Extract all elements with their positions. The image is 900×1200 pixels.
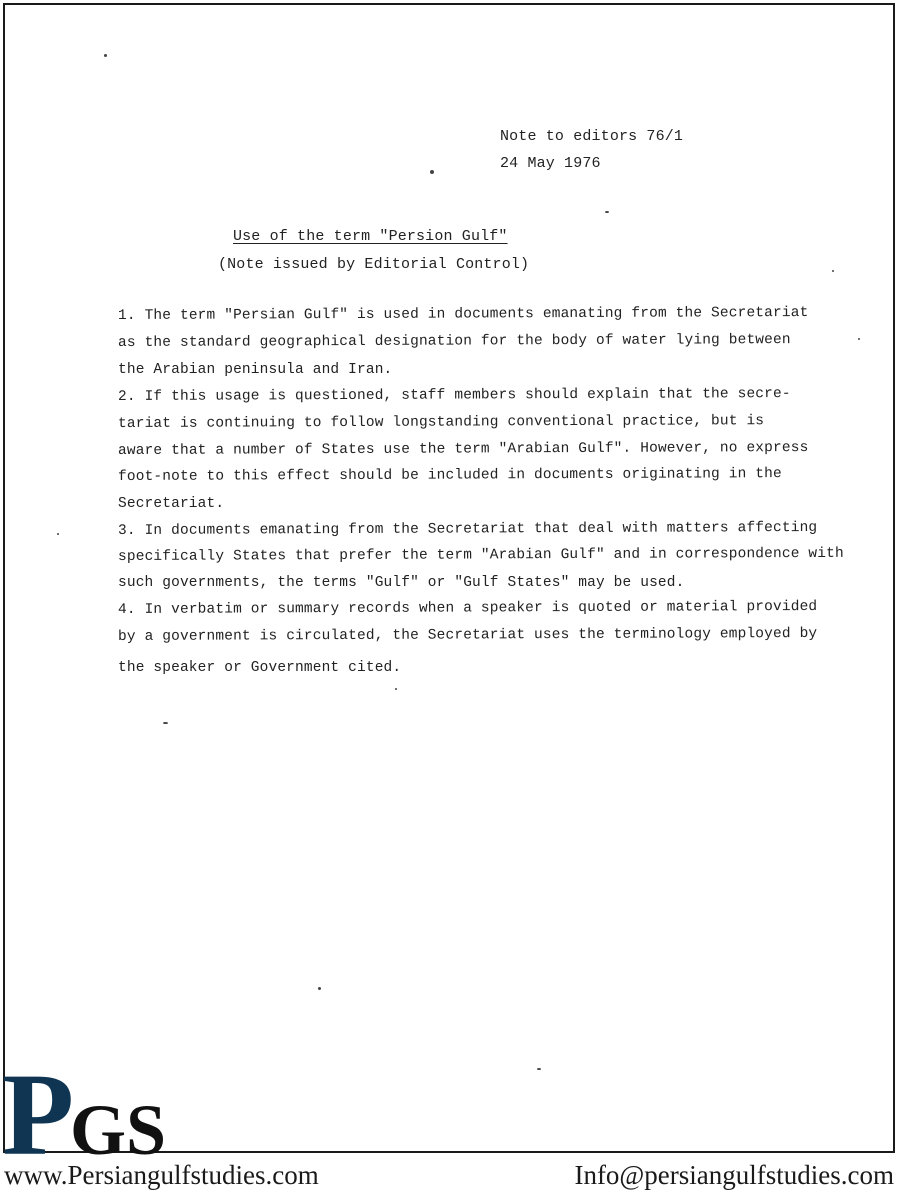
body-line: the speaker or Government cited. [118, 660, 402, 676]
scan-speck [858, 338, 860, 340]
scan-speck [104, 54, 107, 57]
body-line: 3. In documents emanating from the Secretariat that deal with matters affecting [117, 519, 818, 539]
body-line: specifically States that prefer the term "Arabian Gulf" and in correspondence with [117, 545, 844, 565]
body-line: aware that a number of States use the term "Arabian Gulf". However, no express [117, 439, 809, 459]
logo-letters-gs: GS [70, 1090, 167, 1158]
body-line: 4. In verbatim or summary records when a speaker is quoted or material provided [117, 598, 818, 618]
scan-speck [57, 533, 59, 535]
body-line: the Arabian peninsula and Iran. [118, 362, 393, 378]
body-line: as the standard geographical designation for the body of water lying between [117, 332, 791, 351]
scan-speck [395, 688, 397, 690]
note-reference: Note to editors 76/1 [500, 128, 684, 145]
logo-letter-p: P [2, 1058, 75, 1158]
scan-speck [605, 211, 609, 213]
body-line: Secretariat. [118, 496, 225, 512]
body-line: such governments, the terms "Gulf" or "Gulf States" may be used. [118, 575, 685, 591]
scan-speck [430, 170, 434, 174]
document-title: Use of the term "Persion Gulf" [233, 228, 508, 245]
scan-speck [537, 1068, 541, 1070]
website-link[interactable]: www.Persiangulfstudies.com [4, 1160, 319, 1190]
scan-speck [318, 987, 321, 990]
scan-speck [163, 722, 168, 724]
document-subtitle: (Note issued by Editorial Control) [218, 256, 530, 273]
email-link[interactable]: Info@persiangulfstudies.com [574, 1160, 894, 1190]
note-date: 24 May 1976 [500, 155, 601, 172]
pgs-logo [0, 1058, 190, 1158]
body-line: 2. If this usage is questioned, staff members should explain that the secre- [117, 386, 791, 405]
body-line: 1. The term "Persian Gulf" is used in documents emanating from the Secretariat [117, 304, 809, 324]
body-line: foot-note to this effect should be included in documents originating in the [117, 466, 782, 485]
body-line: tariat is continuing to follow longstanding conventional practice, but is [117, 413, 765, 432]
body-line: by a government is circulated, the Secretariat uses the terminology employed by [117, 625, 818, 645]
scan-speck [832, 270, 834, 272]
